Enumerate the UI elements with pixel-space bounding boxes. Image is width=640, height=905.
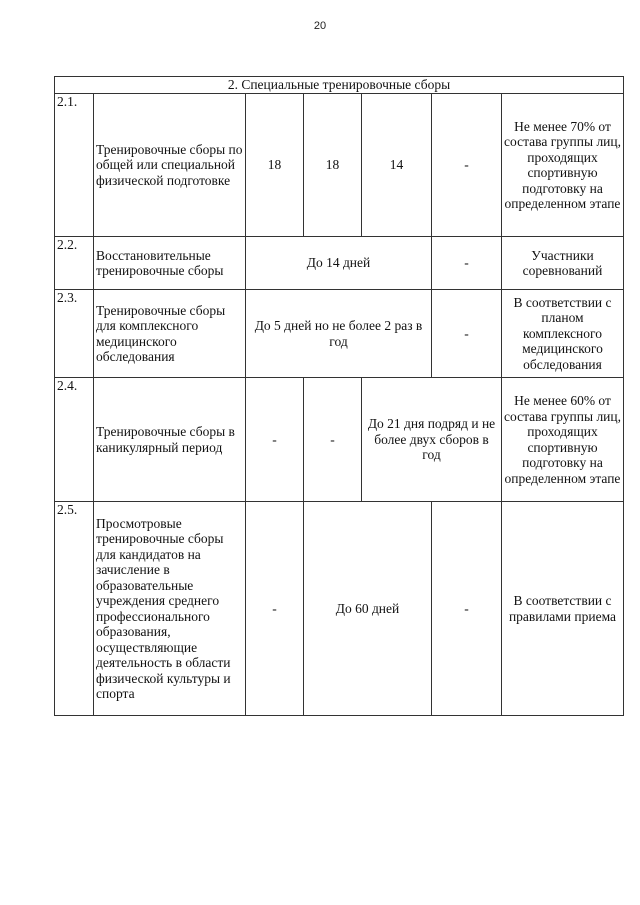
page-number: 20: [313, 20, 327, 32]
cell-value: 14: [362, 94, 432, 237]
cell-value: 18: [246, 94, 304, 237]
table-row: [55, 378, 624, 502]
row-number: 2.4.: [55, 378, 94, 502]
row-name: Просмотровые тренировочные сборы для кандидатов на зачисление в образовательные учреждения среднего профессионального образования, осуществляющие деятельность в области физической культуры и спорта: [94, 502, 246, 716]
cell-span-value: До 5 дней но не более 2 раз в год: [246, 290, 432, 378]
row-note: В соответствии с правилами приема: [502, 502, 624, 716]
cell-span-value: До 14 дней: [246, 237, 432, 290]
cell-span-value: До 60 дней: [304, 502, 432, 716]
table-row: [55, 94, 624, 237]
row-number: 2.2.: [55, 237, 94, 290]
section-title: 2. Специальные тренировочные сборы: [55, 77, 624, 94]
row-note: Участники соревнований: [502, 237, 624, 290]
row-note: В соответствии с планом комплексного медицинского обследования: [502, 290, 624, 378]
cell-value: 18: [304, 94, 362, 237]
cell-value: -: [432, 94, 502, 237]
training-camps-table: [54, 76, 624, 716]
table-row: [55, 290, 624, 378]
row-note: Не менее 60% от состава группы лиц, проходящих спортивную подготовку на определенном этапе: [502, 378, 624, 502]
row-note: Не менее 70% от состава группы лиц, проходящих спортивную подготовку на определенном этапе: [502, 94, 624, 237]
row-name: Восстановительные тренировочные сборы: [94, 237, 246, 290]
cell-value: -: [246, 378, 304, 502]
cell-span-value: До 21 дня подряд и не более двух сборов в год: [362, 378, 502, 502]
row-number: 2.1.: [55, 94, 94, 237]
table-row: [55, 237, 624, 290]
cell-value: -: [432, 502, 502, 716]
row-number: 2.3.: [55, 290, 94, 378]
row-name: Тренировочные сборы в каникулярный период: [94, 378, 246, 502]
row-number: 2.5.: [55, 502, 94, 716]
table-row: [55, 502, 624, 716]
cell-value: -: [246, 502, 304, 716]
section-header-row: [55, 77, 624, 94]
cell-value: -: [304, 378, 362, 502]
row-name: Тренировочные сборы для комплексного медицинского обследования: [94, 290, 246, 378]
cell-value: -: [432, 290, 502, 378]
cell-value: -: [432, 237, 502, 290]
row-name: Тренировочные сборы по общей или специальной физической подготовке: [94, 94, 246, 237]
